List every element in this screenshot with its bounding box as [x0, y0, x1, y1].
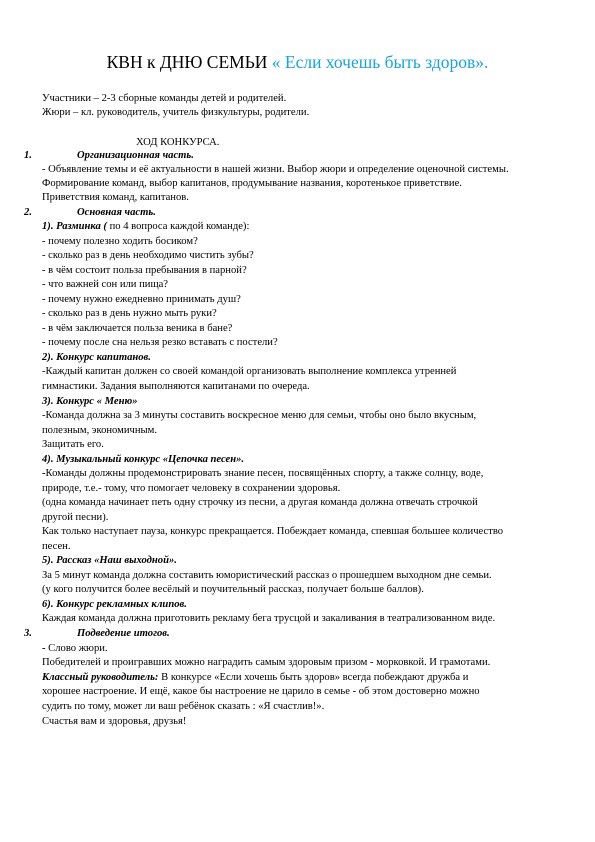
question-item: - в чём состоит польза пребывания в парной?	[42, 265, 247, 276]
warmup-heading: 1). Разминка ( по 4 вопроса каждой команде):	[42, 221, 250, 232]
captains-heading: 2). Конкурс капитанов.	[42, 352, 151, 363]
course-heading: ХОД КОНКУРСА.	[136, 137, 220, 148]
section-title: Подведение итогов.	[77, 628, 170, 639]
text-line: другой песни).	[42, 512, 109, 523]
text-line: Каждая команда должна приготовить рекламу бега трусцой и закаливания в театрализованном виде.	[42, 613, 496, 624]
text-line: Счастья вам и здоровья, друзья!	[42, 716, 187, 727]
text-line: - Объявление темы и её актуальности в нашей жизни. Выбор жюри и определение оценочной системы.	[42, 164, 509, 175]
document-title	[0, 52, 595, 73]
question-item: - почему нужно ежедневно принимать душ?	[42, 294, 241, 305]
section-number: 1.	[24, 150, 32, 161]
text-line: -Каждый капитан должен со своей командой организовать выполнение комплекса утренней	[42, 366, 457, 377]
text-line: (у кого получится более весёлый и поучительный рассказ, получает больше баллов).	[42, 584, 424, 595]
text-line: полезным, экономичным.	[42, 425, 157, 436]
question-item: - в чём заключается польза веника в бане?	[42, 323, 233, 334]
question-item: - сколько раз в день нужно мыть руки?	[42, 308, 217, 319]
text-line: -Команда должна за 3 минуты составить воскресное меню для семьи, чтобы оно было вкусным,	[42, 410, 477, 421]
ads-heading: 6). Конкурс рекламных клипов.	[42, 599, 187, 610]
section-number: 3.	[24, 628, 32, 639]
jury-line: Жюри – кл. руководитель, учитель физкультуры, родители.	[42, 107, 310, 118]
question-item: - сколько раз в день необходимо чистить зубы?	[42, 250, 254, 261]
weekend-heading: 5). Рассказ «Наш выходной».	[42, 555, 177, 566]
text-line: - Слово жюри.	[42, 643, 108, 654]
section-title: Организационная часть.	[77, 150, 194, 161]
menu-heading: 3). Конкурс « Меню»	[42, 396, 138, 407]
question-item: - что важней сон или пища?	[42, 279, 169, 290]
title-main: КВН к ДНЮ СЕМЬИ	[106, 52, 272, 72]
text-line: природе, т.е.- тому, что помогает человеку в сохранении здоровья.	[42, 483, 341, 494]
text-line: Классный руководитель: В конкурсе «Если хочешь быть здоров» всегда побеждают дружба и	[42, 672, 469, 683]
question-item: - почему после сна нельзя резко вставать с постели?	[42, 337, 278, 348]
text-line: песен.	[42, 541, 71, 552]
question-item: - почему полезно ходить босиком?	[42, 236, 198, 247]
title-accent: « Если хочешь быть здоров».	[271, 52, 489, 72]
text-line: Приветствия команд, капитанов.	[42, 192, 189, 203]
music-heading: 4). Музыкальный конкурс «Цепочка песен».	[42, 454, 245, 465]
text-line: гимнастики. Задания выполняются капитанами по очереда.	[42, 381, 310, 392]
text-line: (одна команда начинает петь одну строчку из песни, а другая команда должна отвечать строчкой	[42, 497, 478, 508]
text-line: За 5 минут команда должна составить юмористический рассказ о прошедшем выходном дне семьи.	[42, 570, 492, 581]
text-line: -Команды должны продемонстрировать знание песен, посвящённых спорту, а также солнцу, воде,	[42, 468, 484, 479]
text-line: Победителей и проигравших можно наградить самым здоровым призом - морковкой. И грамотами.	[42, 657, 491, 668]
text-line: судить по тому, может ли ваш ребёнок сказать : «Я счастлив!».	[42, 701, 325, 712]
text-line: хорошее настроение. И ещё, какое бы настроение не царило в семье - об этом достоверно можно	[42, 686, 480, 697]
text-line: Как только наступает пауза, конкурс прекращается. Побеждает команда, спевшая большее количество	[42, 526, 504, 537]
section-title: Основная часть.	[77, 207, 156, 218]
text-line: Защитать его.	[42, 439, 104, 450]
section-number: 2.	[24, 207, 32, 218]
participants-line: Участники – 2-3 сборные команды детей и родителей.	[42, 93, 287, 104]
text-line: Формирование команд, выбор капитанов, продумывание названия, коротенькое приветствие.	[42, 178, 462, 189]
